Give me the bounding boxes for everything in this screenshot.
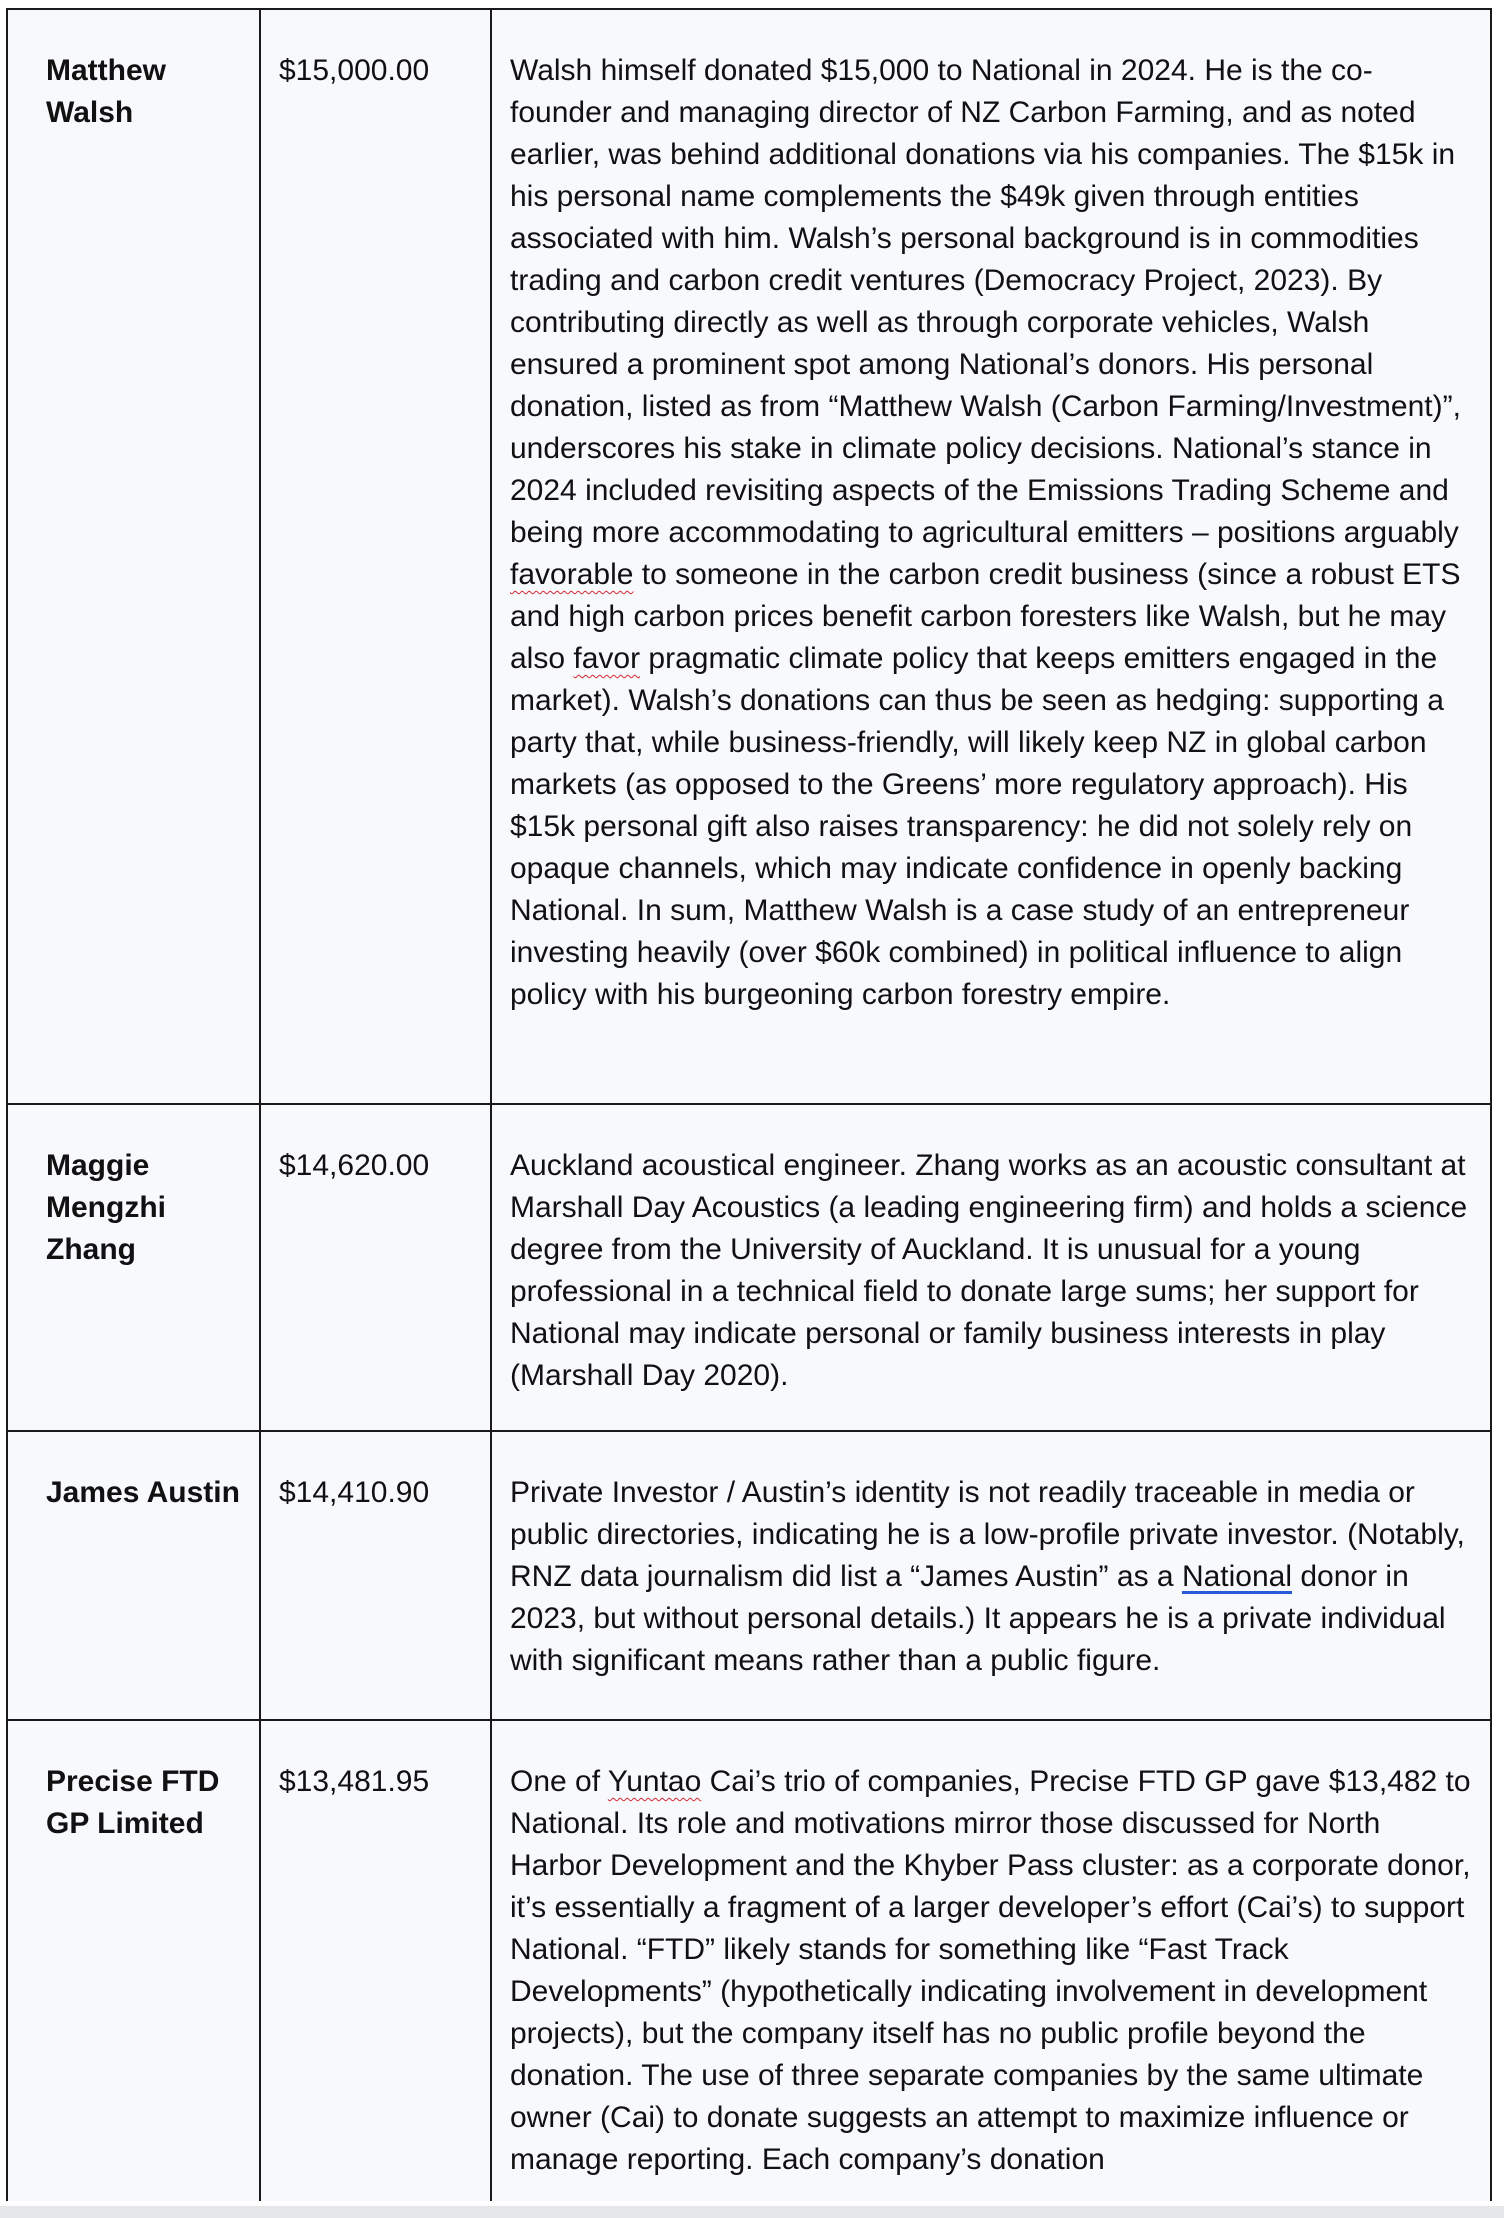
donor-description: One of Yuntao Cai’s trio of companies, Precise FTD GP gave $13,482 to National. Its role and motivations mirror those discussed for North Harbor Development and the Khyber Pass cluster: as a corporate donor, it’s essentially a fragment of a larger developer’s effort (Cai’s) to support National. “FTD” likely stands for something like “Fast Track Developments” (hypothetically indicating involvement in development projects), but the company itself has no public profile beyond the donation. The use of three separate companies by the same ultimate owner (Cai) to donate suggests an attempt to maximize influence or manage reporting. Each company’s donation	[510, 1765, 1471, 2176]
donor-description-part: Private Investor / Austin’s identity is not readily traceable in media or public directories, indicating he is a low-profile private investor. (Notably, RNZ data journalism did list a “James Austin” as a	[510, 1476, 1465, 1593]
donor-description-cell	[491, 9, 1491, 1104]
donor-name-cell	[7, 1431, 260, 1720]
donor-description-part: donor in 2023, but without personal details.) It appears he is a private individual with significant means rather than a public figure.	[510, 1560, 1446, 1677]
table-row	[7, 1720, 1491, 2201]
table-row	[7, 1104, 1491, 1431]
donor-name: Matthew Walsh	[46, 54, 166, 129]
donor-description-cell	[491, 1720, 1491, 2201]
table-row	[7, 9, 1491, 1104]
donation-amount-cell	[260, 1431, 491, 1720]
donor-name-cell	[7, 1104, 260, 1431]
donor-name-cell	[7, 1720, 260, 2201]
spellcheck-flag: favorable	[510, 558, 634, 591]
donor-table	[6, 8, 1492, 2201]
donation-amount-cell	[260, 1104, 491, 1431]
donor-name: James Austin	[46, 1476, 240, 1509]
donation-amount: $14,410.90	[279, 1476, 430, 1509]
spellcheck-flag: Yuntao	[607, 1765, 702, 1798]
donation-amount: $14,620.00	[279, 1149, 430, 1182]
donor-description-cell	[491, 1104, 1491, 1431]
donor-name: Precise FTD GP Limited	[46, 1765, 220, 1840]
donation-amount-cell	[260, 9, 491, 1104]
spellcheck-flag: favor	[573, 642, 641, 675]
page-bottom-edge	[0, 2206, 1504, 2218]
donor-description-cell	[491, 1431, 1491, 1720]
donor-name: Maggie Mengzhi Zhang	[46, 1149, 166, 1266]
donor-description: Walsh himself donated $15,000 to National in 2024. He is the co-founder and managing director of NZ Carbon Farming, and as noted earlier, was behind additional donations via his companies. The $15k in his personal name complements the $49k given through entities associated with him. Walsh’s personal background is in commodities trading and carbon credit ventures (Democracy Project, 2023). By contributing directly as well as through corporate vehicles, Walsh ensured a prominent spot among National’s donors. His personal donation, listed as from “Matthew Walsh (Carbon Farming/Investment)”, underscores his stake in climate policy decisions. National’s stance in 2024 included revisiting aspects of the Emissions Trading Scheme and being more accommodating to agricultural emitters – positions arguably favorable to someone in the carbon credit business (since a robust ETS and high carbon prices benefit carbon foresters like Walsh, but he may also favor pragmatic climate policy that keeps emitters engaged in the market). Walsh’s donations can thus be seen as hedging: supporting a party that, while business-friendly, will likely keep NZ in global carbon markets (as opposed to the Greens’ more regulatory approach). His $15k personal gift also raises transparency: he did not solely rely on opaque channels, which may indicate confidence in openly backing National. In sum, Matthew Walsh is a case study of an entrepreneur investing heavily (over $60k combined) in political influence to align policy with his burgeoning carbon forestry empire.	[510, 54, 1461, 1011]
donation-amount-cell	[260, 1720, 491, 2201]
national-link[interactable]: National	[1181, 1560, 1293, 1593]
donation-amount: $13,481.95	[279, 1765, 430, 1798]
donor-description: Auckland acoustical engineer. Zhang works as an acoustic consultant at Marshall Day Acoustics (a leading engineering firm) and holds a science degree from the University of Auckland. It is unusual for a young professional in a technical field to donate large sums; her support for National may indicate personal or family business interests in play (Marshall Day 2020).	[510, 1149, 1468, 1392]
donor-name-cell	[7, 9, 260, 1104]
table-row	[7, 1431, 1491, 1720]
donation-amount: $15,000.00	[279, 54, 430, 87]
